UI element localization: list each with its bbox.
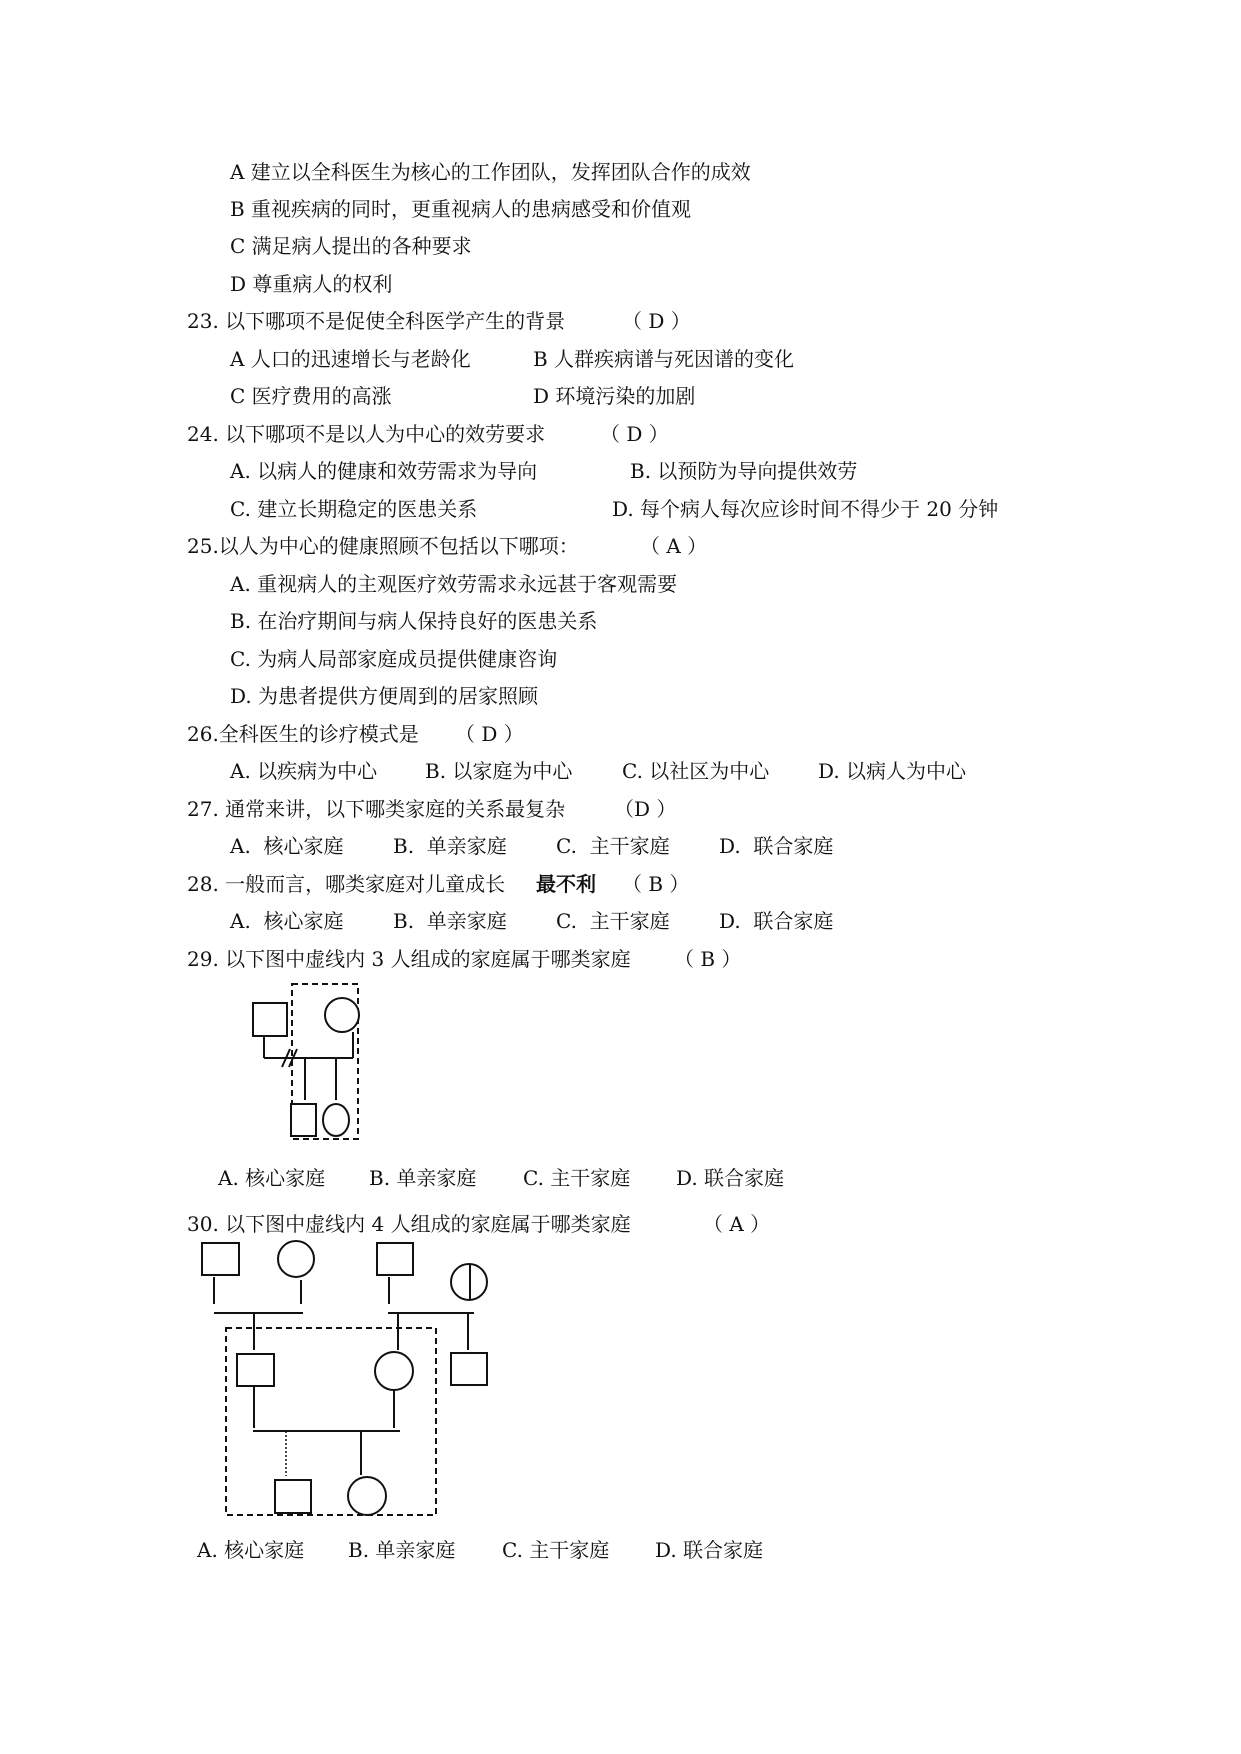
q22-option-c: C 满足病人提出的各种要求 bbox=[230, 234, 472, 258]
q27-option-b: B. 单亲家庭 bbox=[393, 834, 507, 858]
q25-option-b: B. 在治疗期间与病人保持良好的医患关系 bbox=[230, 609, 598, 633]
q28-option-c: C. 主干家庭 bbox=[556, 909, 670, 933]
q26-option-d: D. 以病人为中心 bbox=[818, 759, 967, 783]
q30-daughter-circle bbox=[348, 1477, 386, 1515]
q23-option-b: B 人群疾病谱与死因谱的变化 bbox=[533, 347, 795, 371]
q28-option-b: B. 单亲家庭 bbox=[393, 909, 507, 933]
q22-option-d: D 尊重病人的权利 bbox=[230, 272, 393, 296]
q30-uncle-square bbox=[451, 1353, 487, 1385]
q29-stem: 29. 以下图中虚线内 3 人组成的家庭属于哪类家庭 bbox=[187, 947, 631, 971]
q29-option-b: B. 单亲家庭 bbox=[369, 1166, 477, 1190]
q30-stem: 30. 以下图中虚线内 4 人组成的家庭属于哪类家庭 bbox=[187, 1212, 631, 1236]
q23-stem: 23. 以下哪项不是促使全科医学产生的背景 bbox=[187, 309, 566, 333]
q25-option-a: A. 重视病人的主观医疗效劳需求永远甚于客观需要 bbox=[230, 572, 678, 596]
q26-option-a: A. 以疾病为中心 bbox=[230, 759, 378, 783]
q29-son-square bbox=[291, 1104, 316, 1136]
q30-maternal-grandfather-square bbox=[377, 1243, 413, 1275]
q23-option-c: C 医疗费用的高涨 bbox=[230, 384, 392, 408]
q27-stem: 27. 通常来讲，以下哪类家庭的关系最复杂 bbox=[187, 797, 566, 821]
q28-stem: 28. 一般而言，哪类家庭对儿童成长 bbox=[187, 872, 506, 896]
q30-paternal-grandfather-square bbox=[202, 1243, 239, 1275]
q29-father-square bbox=[253, 1003, 287, 1036]
q27-option-c: C. 主干家庭 bbox=[556, 834, 670, 858]
q30-option-b: B. 单亲家庭 bbox=[348, 1538, 456, 1562]
q29-option-d: D. 联合家庭 bbox=[676, 1166, 785, 1190]
q28-option-a: A. 核心家庭 bbox=[230, 909, 344, 933]
q25-stem: 25.以人为中心的健康照顾不包括以下哪项： bbox=[187, 534, 579, 558]
q24-answer: （ D ） bbox=[600, 422, 669, 446]
q24-stem: 24. 以下哪项不是以人为中心的效劳要求 bbox=[187, 422, 546, 446]
q28-stem-emphasis: 最不利 bbox=[536, 872, 596, 896]
q30-genogram bbox=[195, 1235, 505, 1520]
q23-option-a: A 人口的迅速增长与老龄化 bbox=[230, 347, 471, 371]
q27-option-a: A. 核心家庭 bbox=[230, 834, 344, 858]
q30-option-c: C. 主干家庭 bbox=[502, 1538, 610, 1562]
q26-stem: 26.全科医生的诊疗模式是 bbox=[187, 722, 419, 746]
q29-option-c: C. 主干家庭 bbox=[523, 1166, 631, 1190]
q29-answer: （ B ） bbox=[674, 947, 742, 971]
q30-mother-circle bbox=[375, 1352, 413, 1390]
q24-option-b: B. 以预防为导向提供效劳 bbox=[630, 459, 858, 483]
q30-option-a: A. 核心家庭 bbox=[197, 1538, 305, 1562]
q30-paternal-grandmother-circle bbox=[278, 1241, 314, 1277]
q26-option-c: C. 以社区为中心 bbox=[622, 759, 770, 783]
q27-answer: （D ） bbox=[614, 797, 677, 821]
q30-son-square bbox=[275, 1480, 311, 1513]
q29-option-a: A. 核心家庭 bbox=[218, 1166, 326, 1190]
q27-option-d: D. 联合家庭 bbox=[719, 834, 834, 858]
q26-option-b: B. 以家庭为中心 bbox=[425, 759, 573, 783]
q25-option-d: D. 为患者提供方便周到的居家照顾 bbox=[230, 684, 539, 708]
q22-option-a: A 建立以全科医生为核心的工作团队，发挥团队合作的成效 bbox=[230, 160, 751, 184]
q30-father-square bbox=[237, 1354, 274, 1386]
q29-mother-circle bbox=[325, 998, 359, 1032]
q30-answer: （ A ） bbox=[703, 1212, 771, 1236]
q29-genogram bbox=[240, 978, 370, 1153]
q23-option-d: D 环境污染的加剧 bbox=[533, 384, 696, 408]
q24-option-d: D. 每个病人每次应诊时间不得少于 20 分钟 bbox=[612, 497, 999, 521]
q26-answer: （ D ） bbox=[455, 722, 524, 746]
q28-option-d: D. 联合家庭 bbox=[719, 909, 834, 933]
q24-option-c: C. 建立长期稳定的医患关系 bbox=[230, 497, 478, 521]
q24-option-a: A. 以病人的健康和效劳需求为导向 bbox=[230, 459, 538, 483]
q23-answer: （ D ） bbox=[622, 309, 691, 333]
q25-option-c: C. 为病人局部家庭成员提供健康咨询 bbox=[230, 647, 558, 671]
q25-answer: （ A ） bbox=[640, 534, 708, 558]
q29-daughter-circle bbox=[323, 1104, 349, 1136]
q30-option-d: D. 联合家庭 bbox=[655, 1538, 764, 1562]
q22-option-b: B 重视疾病的同时，更重视病人的患病感受和价值观 bbox=[230, 197, 692, 221]
q28-answer: （ B ） bbox=[622, 872, 690, 896]
